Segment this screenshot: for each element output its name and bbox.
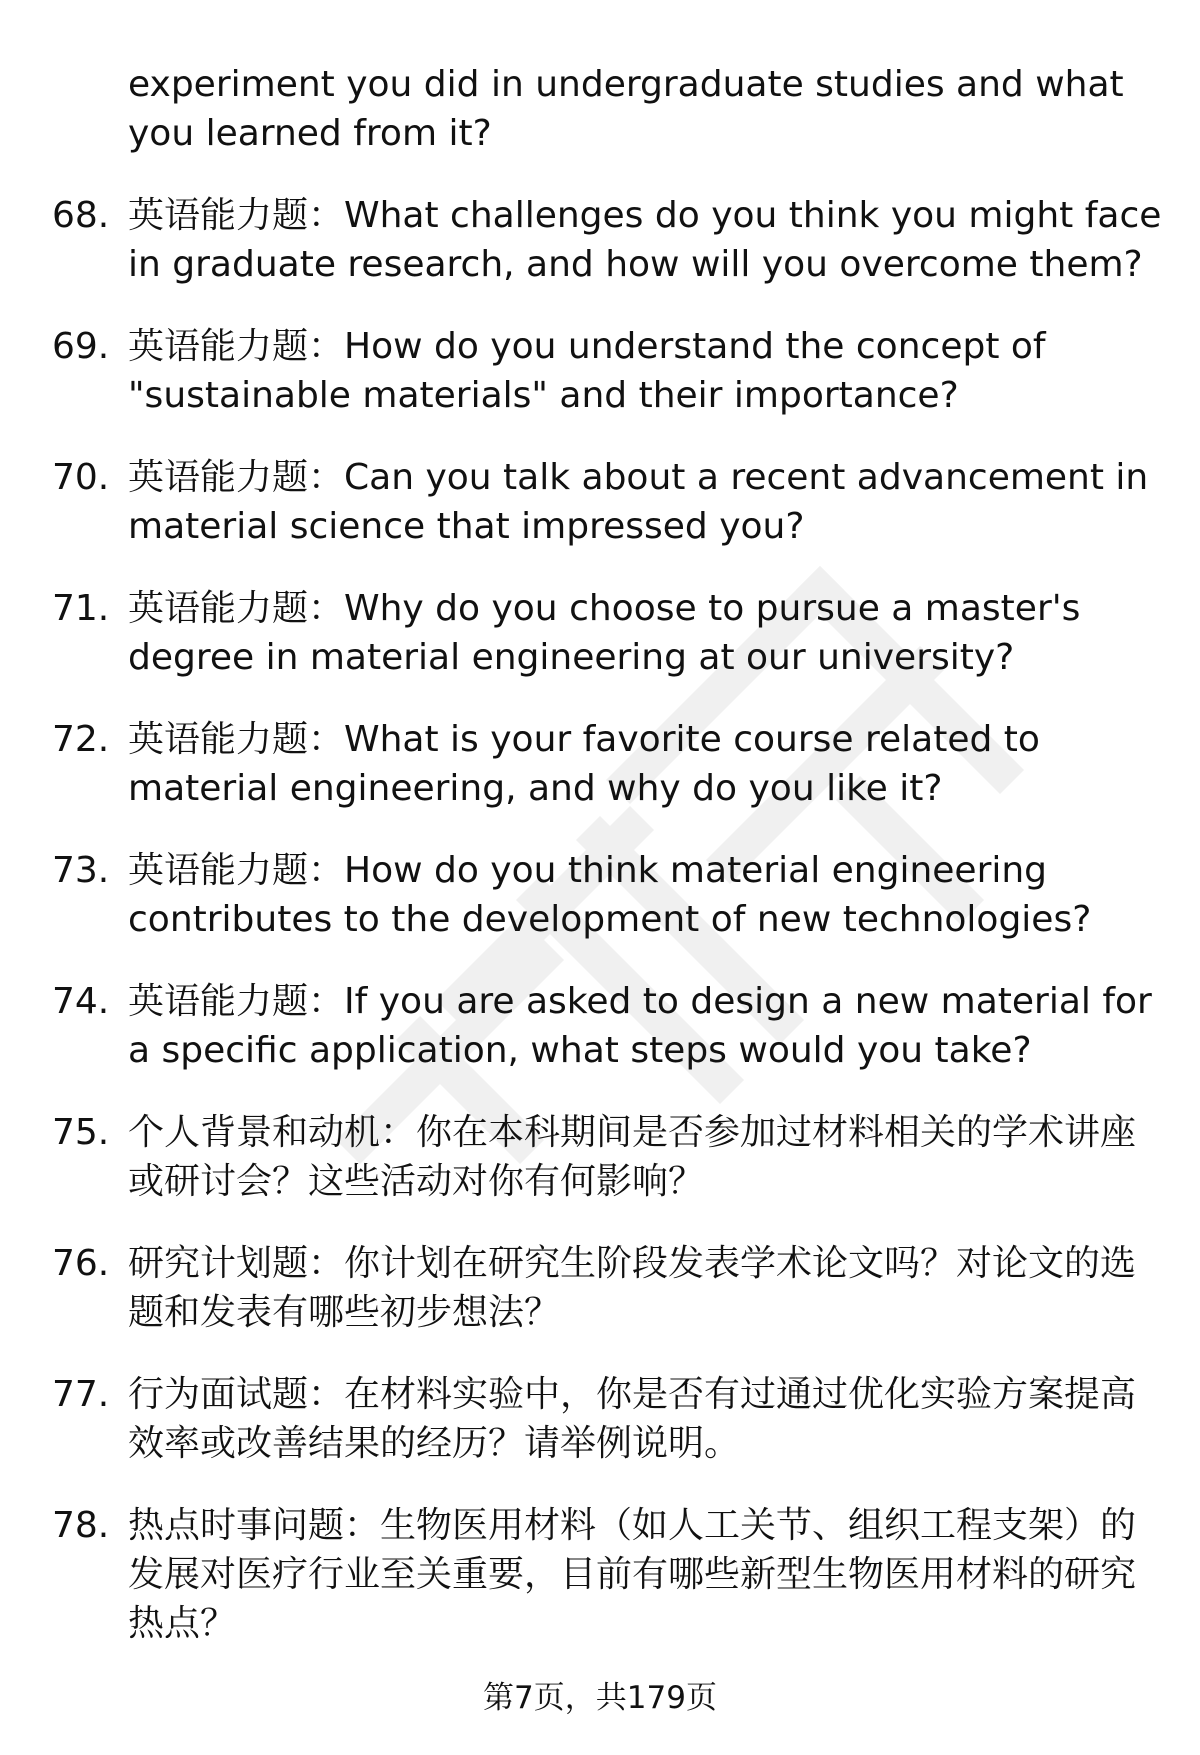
- item-text: 英语能力题：How do you think material engineering contributes to the development of new technologies?: [128, 850, 1092, 940]
- list-item: [52, 191, 1162, 289]
- item-number: 68.: [52, 195, 110, 236]
- item-number: 77.: [52, 1374, 110, 1415]
- continued-question-text: experiment you did in undergraduate studies and what you learned from it?: [128, 64, 1124, 154]
- list-item: [52, 1501, 1162, 1648]
- item-text: 个人背景和动机：你在本科期间是否参加过材料相关的学术讲座或研讨会？这些活动对你有何影响？: [128, 1112, 1137, 1202]
- item-number: 75.: [52, 1112, 110, 1153]
- item-text: 英语能力题：Why do you choose to pursue a master's degree in material engineering at our university?: [128, 588, 1081, 678]
- page-number-footer: 第7页，共179页: [483, 1680, 717, 1716]
- list-item: [52, 977, 1162, 1075]
- item-number: 71.: [52, 588, 110, 629]
- list-item: [52, 453, 1162, 551]
- list-item: [52, 1108, 1162, 1206]
- item-text: 英语能力题：What is your favorite course related to material engineering, and why do you like it?: [128, 719, 1040, 809]
- item-text: 英语能力题：Can you talk about a recent advancement in material science that impressed you?: [128, 457, 1149, 547]
- item-number: 78.: [52, 1505, 110, 1546]
- item-text: 研究计划题：你计划在研究生阶段发表学术论文吗？对论文的选题和发表有哪些初步想法？: [128, 1243, 1137, 1333]
- item-number: 76.: [52, 1243, 110, 1284]
- list-item: [52, 846, 1162, 944]
- list-item: [52, 322, 1162, 420]
- item-text: 行为面试题：在材料实验中，你是否有过通过优化实验方案提高效率或改善结果的经历？请举例说明。: [128, 1374, 1137, 1464]
- list-item: [52, 1370, 1162, 1468]
- item-text: 英语能力题：If you are asked to design a new material for a specific application, what steps would you take?: [128, 981, 1152, 1071]
- item-number: 73.: [52, 850, 110, 891]
- item-number: 70.: [52, 457, 110, 498]
- item-text: 英语能力题：What challenges do you think you might face in graduate research, and how will you overcome them?: [128, 195, 1162, 285]
- list-item: [52, 584, 1162, 682]
- item-number: 72.: [52, 719, 110, 760]
- list-item: [52, 715, 1162, 813]
- item-text: 热点时事问题：生物医用材料（如人工关节、组织工程支架）的发展对医疗行业至关重要，目前有哪些新型生物医用材料的研究热点？: [128, 1505, 1137, 1644]
- question-list: [52, 60, 1162, 1681]
- item-text: 英语能力题：How do you understand the concept of "sustainable materials" and their importance?: [128, 326, 1046, 416]
- item-number: 69.: [52, 326, 110, 367]
- item-number: 74.: [52, 981, 110, 1022]
- list-item: [52, 1239, 1162, 1337]
